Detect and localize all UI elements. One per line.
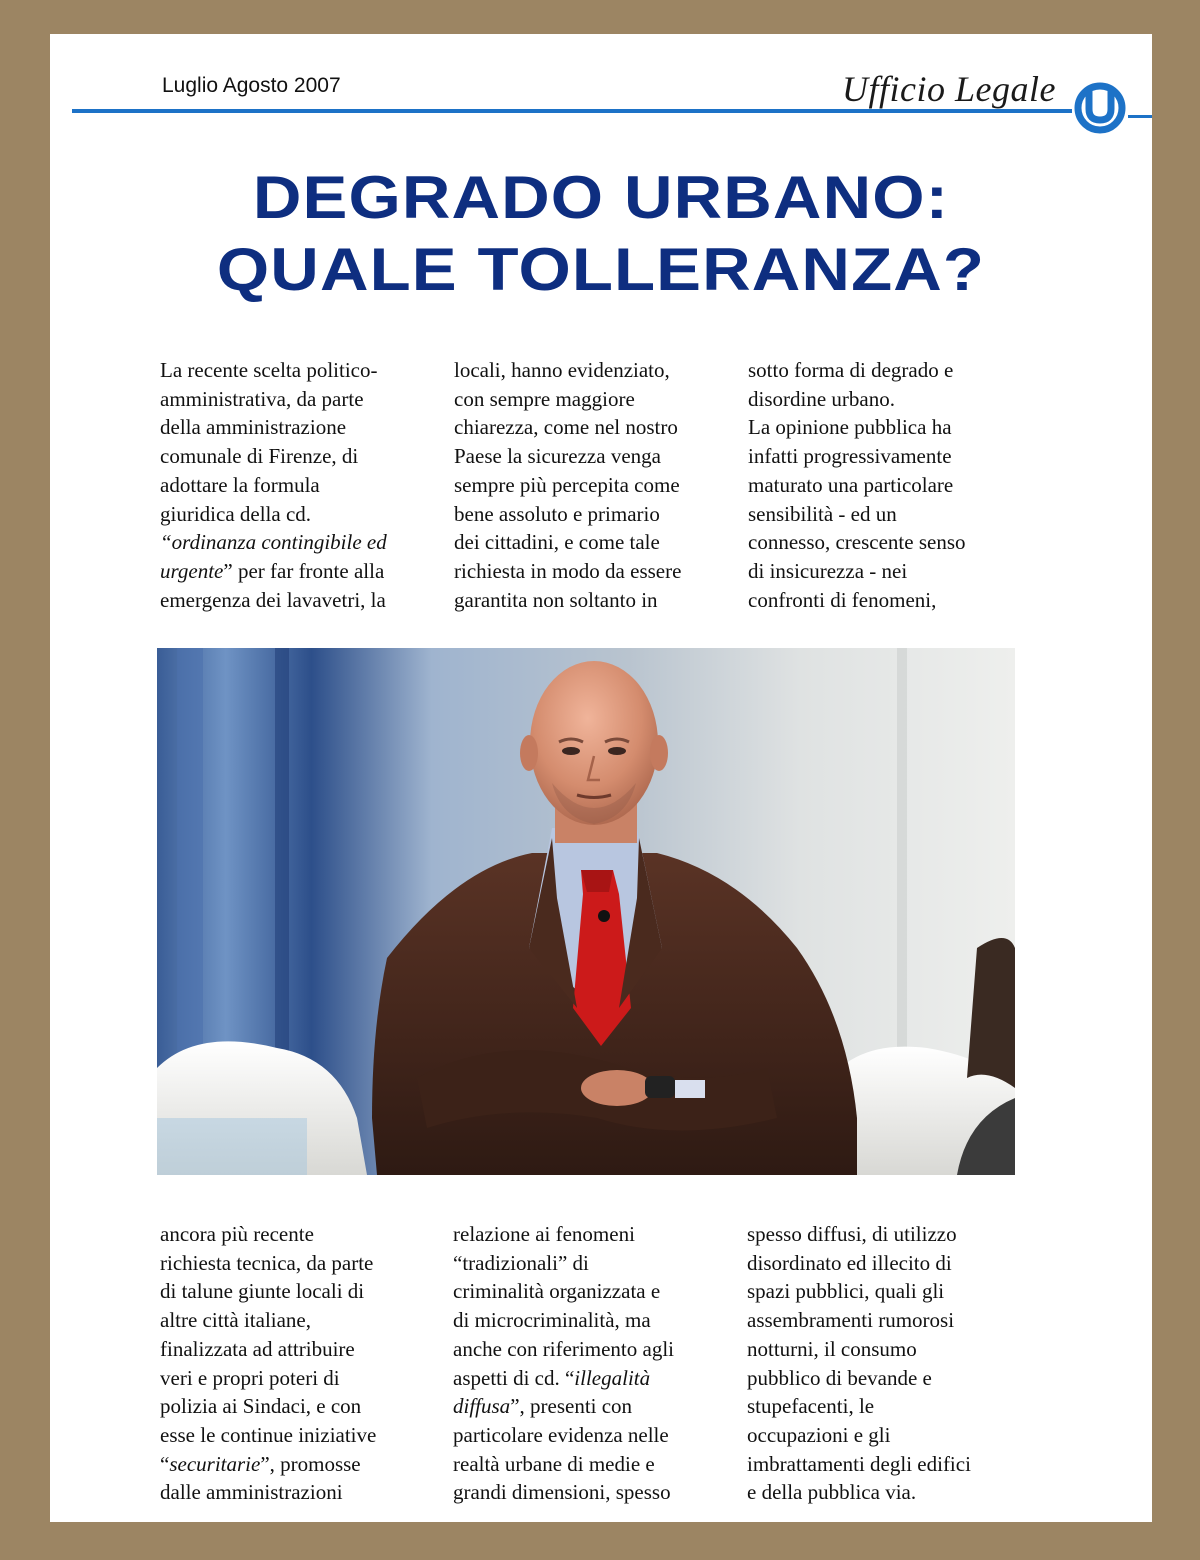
bottom-column-3 bbox=[747, 1220, 1019, 1507]
text-line: richiesta tecnica, da parte bbox=[160, 1250, 374, 1275]
text-line: comunale di Firenze, di bbox=[160, 444, 359, 469]
article-photo bbox=[157, 648, 1015, 1175]
text-line: sensibilità - ed un bbox=[748, 501, 897, 526]
text-line: di microcriminalità, ma bbox=[453, 1308, 651, 1333]
title-line-2: QUALE TOLLERANZA? bbox=[216, 236, 986, 303]
top-column-3 bbox=[748, 356, 1020, 614]
text-line: giuridica della cd. bbox=[160, 501, 312, 526]
text-line: grandi dimensioni, spesso bbox=[453, 1480, 671, 1505]
magazine-page bbox=[50, 34, 1152, 1522]
text-line: assembramenti rumorosi bbox=[747, 1308, 955, 1333]
text-line: dei cittadini, e come tale bbox=[454, 530, 660, 555]
text-line: di insicurezza - nei bbox=[748, 558, 908, 583]
text-line: della amministrazione bbox=[160, 415, 347, 440]
text-line: bene assoluto e primario bbox=[454, 501, 660, 526]
text-line: ancora più recente bbox=[160, 1222, 314, 1246]
text-line: La recente scelta politico- bbox=[160, 358, 378, 382]
text-line bbox=[453, 1392, 725, 1421]
text-line: connesso, crescente senso bbox=[748, 530, 966, 555]
circled-u-logo-icon bbox=[1070, 76, 1130, 136]
text-line: relazione ai fenomeni bbox=[453, 1222, 635, 1246]
text-line: “tradizionali” di bbox=[453, 1250, 589, 1275]
photo-illustration bbox=[157, 648, 1015, 1175]
text-line: garantita non soltanto in bbox=[454, 587, 658, 612]
top-column-2 bbox=[454, 356, 726, 614]
text-line: chiarezza, come nel nostro bbox=[454, 415, 678, 440]
text-line: esse le continue iniziative bbox=[160, 1422, 377, 1447]
text-line: finalizzata ad attribuire bbox=[160, 1336, 355, 1361]
text-line: veri e propri poteri di bbox=[160, 1365, 340, 1390]
text-line: imbrattamenti degli edifici bbox=[747, 1451, 971, 1476]
italic-phrase: diffusa bbox=[453, 1394, 511, 1419]
text-line: Paese la sicurezza venga bbox=[454, 444, 661, 469]
text-line: emergenza dei lavavetri, la bbox=[160, 587, 386, 612]
text-line: sotto forma di degrado e bbox=[748, 358, 954, 382]
text-line: particolare evidenza nelle bbox=[453, 1422, 669, 1447]
text-line: e della pubblica via. bbox=[747, 1480, 917, 1505]
text-line: stupefacenti, le bbox=[747, 1394, 875, 1419]
text-line: spesso diffusi, di utilizzo bbox=[747, 1222, 957, 1246]
header-rule-tail bbox=[1128, 115, 1152, 118]
text-line: confronti di fenomeni, bbox=[748, 587, 937, 612]
text-line: di talune giunte locali di bbox=[160, 1279, 365, 1304]
text-line: disordine urbano. bbox=[748, 386, 895, 411]
text-line: dalle amministrazioni bbox=[160, 1480, 343, 1505]
text-line: richiesta in modo da essere bbox=[454, 558, 682, 583]
text-line: anche con riferimento agli bbox=[453, 1336, 674, 1361]
text-line bbox=[160, 528, 432, 557]
text-line bbox=[453, 1364, 725, 1393]
text-line: occupazioni e gli bbox=[747, 1422, 891, 1447]
top-column-1 bbox=[160, 356, 432, 614]
issue-date: Luglio Agosto 2007 bbox=[162, 74, 341, 97]
text-line: notturni, il consumo bbox=[747, 1336, 917, 1361]
text-line: polizia ai Sindaci, e con bbox=[160, 1394, 362, 1419]
text-line: disordinato ed illecito di bbox=[747, 1250, 952, 1275]
text-line: amministrativa, da parte bbox=[160, 386, 364, 411]
text-line: adottare la formula bbox=[160, 472, 320, 497]
italic-phrase: urgente bbox=[160, 558, 224, 583]
text-fragment: “ bbox=[160, 1451, 170, 1476]
italic-phrase: securitarie bbox=[169, 1451, 261, 1476]
title-line-1: DEGRADO URBANO: bbox=[252, 164, 950, 231]
text-line: realtà urbane di medie e bbox=[453, 1451, 655, 1476]
text-line bbox=[160, 1450, 432, 1479]
text-line: altre città italiane, bbox=[160, 1308, 311, 1333]
text-line: sempre più percepita come bbox=[454, 472, 680, 497]
text-line: con sempre maggiore bbox=[454, 386, 635, 411]
article-title bbox=[50, 162, 1152, 306]
bottom-column-1 bbox=[160, 1220, 432, 1507]
text-line: criminalità organizzata e bbox=[453, 1279, 661, 1304]
text-fragment: ”, promosse bbox=[260, 1451, 361, 1476]
italic-phrase: illegalità bbox=[574, 1365, 651, 1390]
text-line: pubblico di bevande e bbox=[747, 1365, 932, 1390]
text-fragment: aspetti di cd. “ bbox=[453, 1365, 575, 1390]
text-line: locali, hanno evidenziato, bbox=[454, 358, 670, 382]
text-line: infatti progressivamente bbox=[748, 444, 952, 469]
text-fragment: ” per far fronte alla bbox=[223, 558, 385, 583]
text-line: spazi pubblici, quali gli bbox=[747, 1279, 945, 1304]
text-line bbox=[160, 557, 432, 586]
header-rule bbox=[72, 109, 1072, 113]
text-fragment: ”, presenti con bbox=[510, 1394, 633, 1419]
bottom-column-2 bbox=[453, 1220, 725, 1507]
section-name: Ufficio Legale bbox=[842, 69, 1056, 109]
text-line: La opinione pubblica ha bbox=[748, 415, 952, 440]
italic-phrase: “ordinanza contingibile ed bbox=[160, 530, 387, 555]
text-line: maturato una particolare bbox=[748, 472, 954, 497]
